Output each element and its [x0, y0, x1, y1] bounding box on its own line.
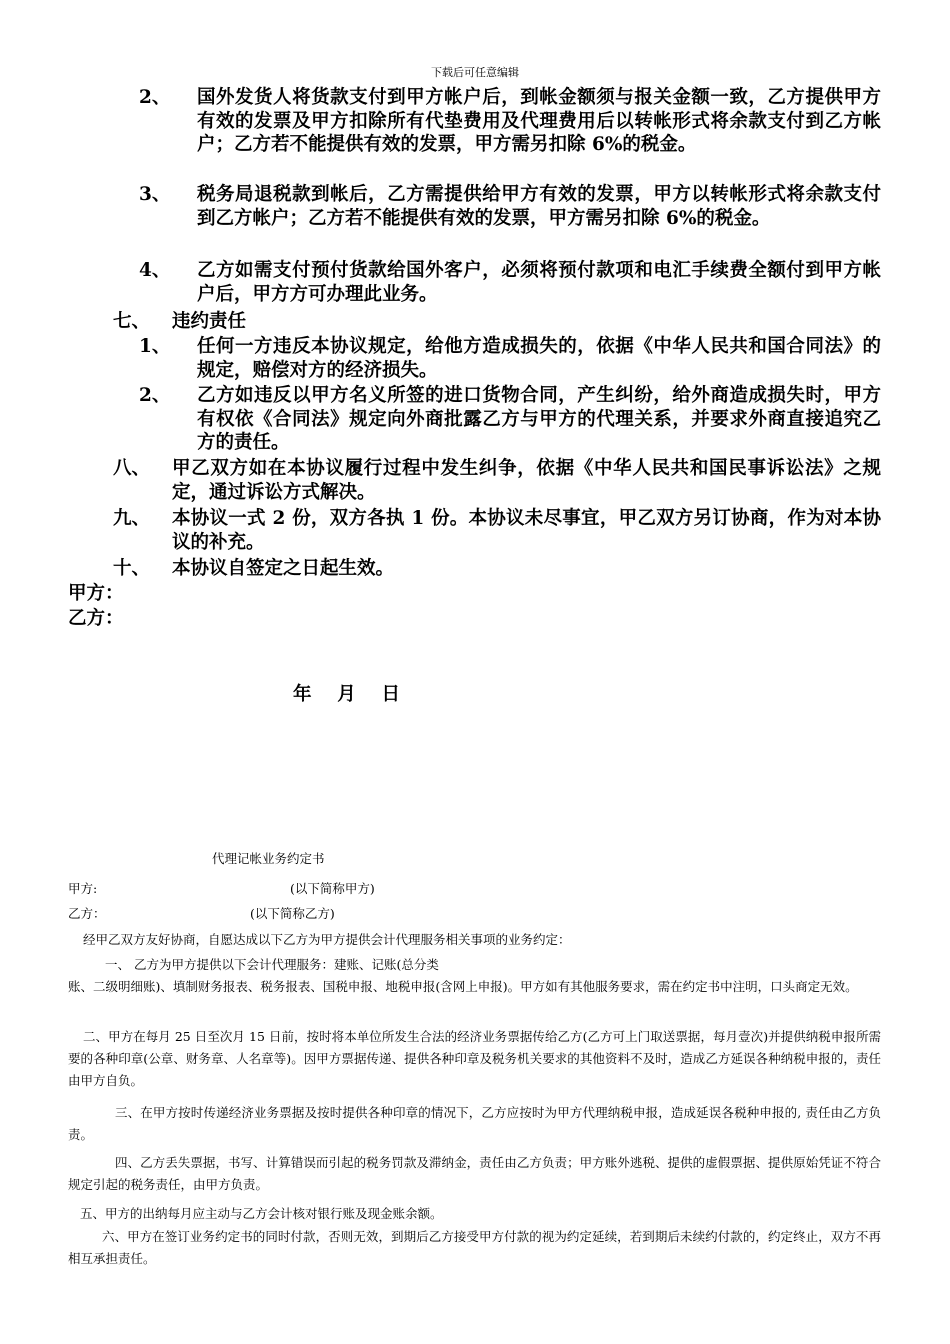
doc2-party-a-label: 甲方:: [68, 881, 98, 896]
section-title: 违约责任: [172, 311, 247, 332]
section-text: 甲乙双方如在本协议履行过程中发生纠争，依据《中华人民共和国民事诉讼法》之规定，通过诉讼方式解决。: [172, 458, 881, 503]
doc2-title: 代理记帐业务约定书: [212, 851, 325, 866]
item-text: 国外发货人将货款支付到甲方帐户后，到帐金额须与报关金额一致，乙方提供甲方有效的发票及甲方扣除所有代垫费用及代理费用后以转帐形式将余款支付到乙方帐户；乙方若不能提供有效的发票，甲方需另扣除 6%的税金。: [197, 87, 881, 155]
doc2-party-a-note: (以下简称甲方): [290, 881, 375, 896]
doc2-clause-5: 五、甲方的出纳每月应主动与乙方会计核对银行账及现金账余额。: [80, 1206, 443, 1221]
doc2-clause-6: 六、甲方在签订业务约定书的同时付款，否则无效，到期后乙方接受甲方付款的视为约定延续，若到期后未续约付款的，约定终止，双方不再相互承担责任。: [68, 1229, 881, 1266]
section-number: 八、: [113, 458, 151, 479]
section-text: 本协议一式 2 份，双方各执 1 份。本协议未尽事宜，甲乙双方另订协商，作为对本协议的补充。: [172, 508, 881, 553]
section-number: 七、: [113, 311, 151, 332]
party-a-label: 甲方：: [68, 583, 124, 604]
section-number: 九、: [113, 508, 151, 529]
doc2-party-b-note: (以下简称乙方): [250, 906, 335, 921]
date-line: 年 月 日: [293, 684, 401, 705]
section-number: 十、: [113, 558, 151, 579]
item-text: 税务局退税款到帐后，乙方需提供给甲方有效的发票，甲方以转帐形式将余款支付到乙方帐户；乙方若不能提供有效的发票，甲方需另扣除 6%的税金。: [197, 184, 881, 229]
item-number: 3、: [139, 184, 171, 205]
item-number: 2、: [139, 385, 171, 406]
doc2-party-b-label: 乙方：: [68, 906, 106, 921]
party-b-label: 乙方：: [68, 608, 124, 629]
item-text: 任何一方违反本协议规定，给他方造成损失的，依据《中华人民共和国合同法》的规定，赔偿对方的经济损失。: [197, 336, 881, 381]
page-header: 下载后可任意编辑: [431, 66, 519, 79]
doc2-intro: 经甲乙双方友好协商，自愿达成以下乙方为甲方提供会计代理服务相关事项的业务约定：: [83, 932, 571, 947]
item-text: 乙方如违反以甲方名义所签的进口货物合同，产生纠纷，给外商造成损失时，甲方有权依《合同法》规定向外商批露乙方与甲方的代理关系，并要求外商直接追究乙方的责任。: [197, 385, 881, 453]
doc2-clause-3: 三、在甲方按时传递经济业务票据及按时提供各种印章的情况下，乙方应按时为甲方代理纳税申报，造成延误各税种申报的, 责任由乙方负责。: [68, 1105, 881, 1142]
item-text: 乙方如需支付预付货款给国外客户，必须将预付款项和电汇手续费全额付到甲方帐户后，甲方方可办理此业务。: [197, 260, 881, 305]
doc2-clause-2: 二、甲方在每月 25 日至次月 15 日前，按时将本单位所发生合法的经济业务票据传给乙方(乙方可上门取送票据，每月壹次)并提供纳税申报所需要的各种印章(公章、财务章、人名章等)。因甲方票据传递、提供各种印章及税务机关要求的其他资料不及时，造成乙方延误各种纳税申报的，责任由甲方自负。: [68, 1029, 881, 1088]
item-number: 4、: [139, 260, 171, 281]
section-text: 本协议自签定之日起生效。: [172, 558, 395, 579]
item-number: 1、: [139, 336, 171, 357]
item-number: 2、: [139, 87, 171, 108]
doc2-clause-4: 四、乙方丢失票据，书写、计算错误而引起的税务罚款及滞纳金，责任由乙方负责；甲方账外逃税、提供的虚假票据、提供原始凭证不符合规定引起的税务责任，由甲方负责。: [68, 1155, 881, 1192]
doc2-clause-1-body: 账、二级明细账)、填制财务报表、税务报表、国税申报、地税申报(含网上申报)。甲方如有其他服务要求，需在约定书中注明，口头商定无效。: [68, 979, 858, 994]
doc2-clause-1-head: 一、 乙方为甲方提供以下会计代理服务：建账、记账(总分类: [105, 957, 439, 972]
